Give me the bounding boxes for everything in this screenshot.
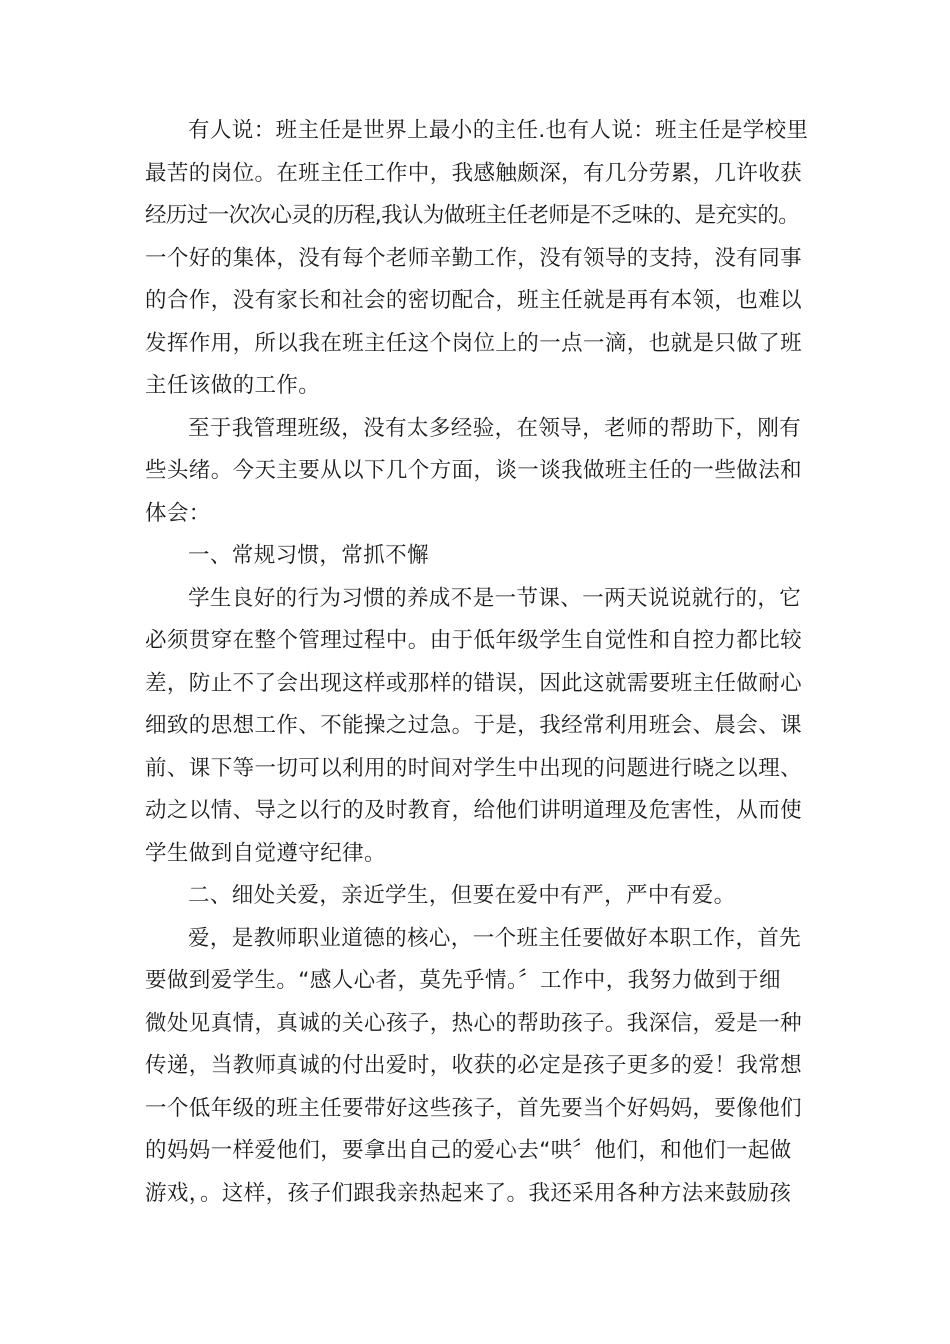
paragraph-love (145, 918, 815, 1216)
section-heading-1 (145, 535, 815, 578)
text-line: 体会： (145, 500, 211, 526)
text-line: 细致的思想工作、不能操之过急。于是，我经常利用班会、晨会、课 (145, 713, 803, 738)
document-body (145, 110, 815, 1215)
paragraph-management (145, 408, 815, 536)
text-line: 一个好的集体，没有每个老师辛勤工作，没有领导的支持，没有同事 (145, 245, 803, 271)
text-line: 差，防止不了会出现这样或那样的错误，因此这就需要班主任做耐心 (145, 670, 803, 696)
paragraph-habits (145, 578, 815, 876)
text-line: 的妈妈一样爱他们，要拿出自己的爱心去“哄〞他们，和他们一起做 (145, 1138, 792, 1163)
text-line: 爱，是教师职业道德的核心，一个班主任要做好本职工作，首先 (188, 925, 802, 951)
text-line: 的合作，没有家长和社会的密切配合，班主任就是再有本领，也难以 (145, 288, 803, 313)
text-line: 传递，当教师真诚的付出爱时，收获的必定是孩子更多的爱！我常想 (145, 1053, 803, 1078)
text-line: 有人说：班主任是世界上最小的主任.也有人说：班主任是学校里 (188, 118, 809, 143)
text-line: 必须贯穿在整个管理过程中。由于低年级学生自觉性和自控力都比较 (145, 628, 803, 653)
text-line: 经历过一次次心灵的历程,我认为做班主任老师是不乏味的、是充实的。 (145, 203, 800, 228)
text-line: 些头绪。今天主要从以下几个方面，谈一谈我做班主任的一些做法和 (145, 458, 803, 483)
heading-line: 二、细处关爱，亲近学生，但要在爱中有严，严中有爱。 (188, 883, 736, 908)
text-line: 游戏，。这样，孩子们跟我亲热起来了。我还采用各种方法来鼓励孩 (145, 1180, 792, 1206)
text-line: 动之以情、导之以行的及时教育，给他们讲明道理及危害性，从而使 (145, 798, 803, 823)
text-line: 学生良好的行为习惯的养成不是一节课、一两天说说就行的，它 (188, 585, 802, 611)
text-line: 发挥作用，所以我在班主任这个岗位上的一点一滴，也就是只做了班 (145, 330, 803, 356)
section-heading-2 (145, 875, 815, 918)
text-line: 一个低年级的班主任要带好这些孩子，首先要当个好妈妈，要像他们 (145, 1095, 803, 1121)
text-line: 至于我管理班级，没有太多经验，在领导，老师的帮助下，刚有 (188, 415, 802, 441)
text-line: 前、课下等一切可以利用的时间对学生中出现的问题进行晓之以理、 (145, 755, 803, 781)
paragraph-intro (145, 110, 815, 408)
heading-line: 一、常规习惯，常抓不懈 (188, 543, 429, 568)
text-line: 要做到爱学生。“感人心者，莫先乎情。〞工作中，我努力做到于细 (145, 968, 781, 993)
text-line: 学生做到自觉遵守纪律。 (145, 840, 386, 866)
text-line: 最苦的岗位。在班主任工作中，我感触颇深，有几分劳累，几许收获 (145, 160, 803, 186)
text-line: 主任该做的工作。 (145, 373, 321, 398)
text-line: 微处见真情，真诚的关心孩子，热心的帮助孩子。我深信，爱是一种 (145, 1010, 803, 1036)
